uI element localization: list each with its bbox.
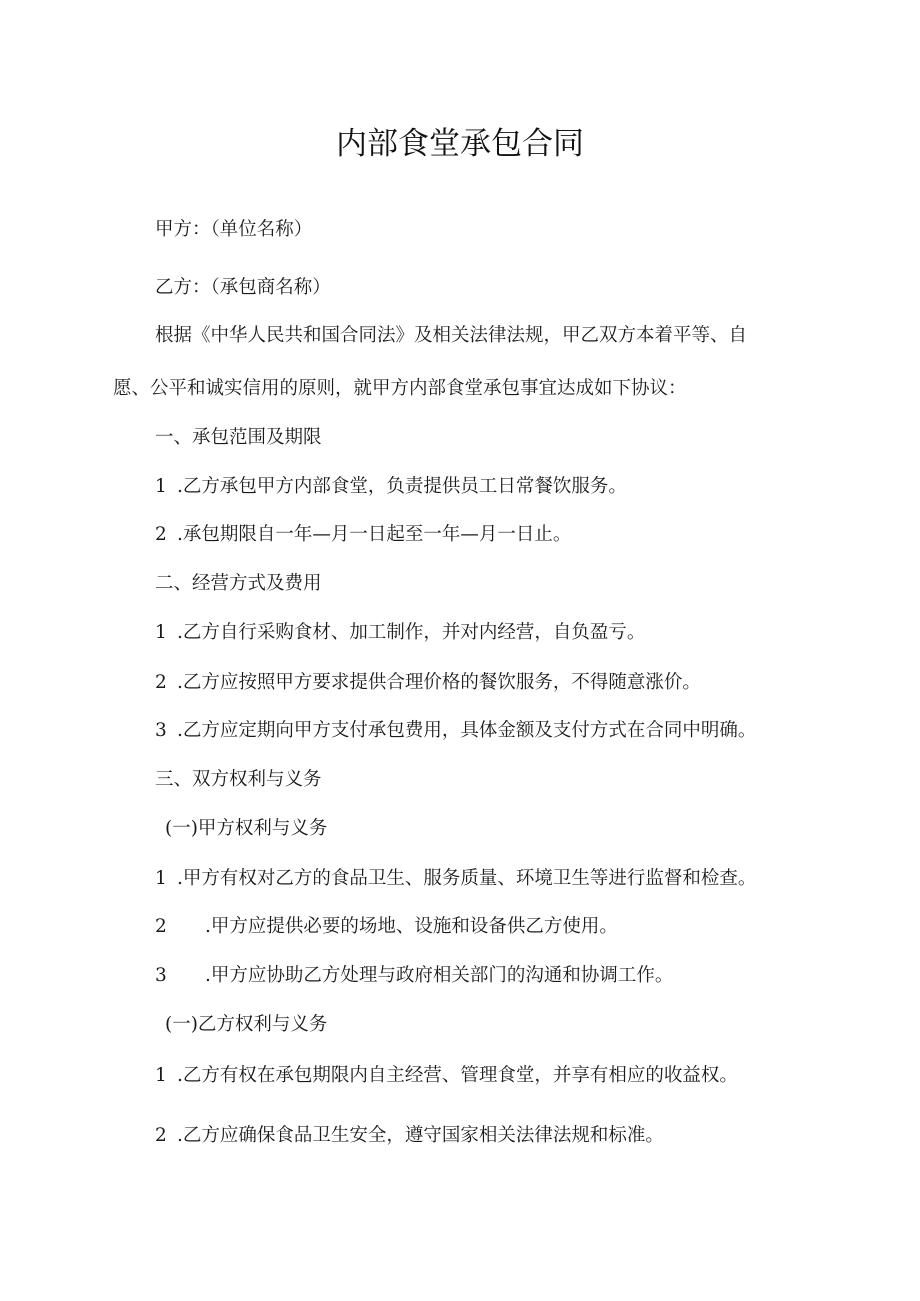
item-text: .乙方应确保食品卫生安全，遵守国家相关法律法规和标准。 — [177, 1125, 664, 1146]
subsection-a-item — [155, 964, 673, 988]
item-text: .乙方承包甲方内部食堂，负责提供员工日常餐饮服务。 — [177, 476, 627, 497]
subsection-b-item — [155, 1124, 664, 1148]
item-text: .承包期限自一年—月一日起至一年—月一日止。 — [177, 524, 572, 545]
item-text: .乙方有权在承包期限内自主经营、管理食堂，并享有相应的收益权。 — [177, 1065, 738, 1086]
section-2-heading: 二、经营方式及费用 — [155, 573, 322, 594]
item-text: .乙方应按照甲方要求提供合理价格的餐饮服务，不得随意涨价。 — [177, 672, 701, 693]
item-text: .甲方应提供必要的场地、设施和设备供乙方使用。 — [205, 916, 618, 937]
item-number: 2 — [155, 672, 167, 693]
subsection-a-item — [155, 867, 756, 891]
item-number: 1 — [155, 868, 167, 889]
item-number: 2 — [155, 524, 167, 545]
party-a-line: 甲方：（单位名称） — [155, 219, 313, 240]
item-text: .甲方应协助乙方处理与政府相关部门的沟通和协调工作。 — [205, 965, 674, 986]
item-number: 1 — [155, 622, 167, 643]
section-1-item — [155, 475, 627, 499]
intro-paragraph-line-2: 愿、公平和诚实信用的原则，就甲方内部食堂承包事宜达成如下协议： — [113, 378, 687, 399]
section-1-heading: 一、承包范围及期限 — [155, 427, 322, 448]
item-text: .乙方应定期向甲方支付承包费用，具体金额及支付方式在合同中明确。 — [177, 720, 757, 741]
item-number: 2 — [155, 1125, 167, 1146]
section-2-item — [155, 671, 701, 695]
item-number: 3 — [155, 720, 167, 741]
item-number: 3 — [155, 965, 167, 986]
party-b-line: 乙方：（承包商名称） — [155, 277, 331, 298]
item-text: .甲方有权对乙方的食品卫生、服务质量、环境卫生等进行监督和检查。 — [177, 868, 757, 889]
document-title: 内部食堂承包合同 — [336, 126, 584, 162]
subsection-b-item — [155, 1064, 738, 1088]
section-2-item — [155, 621, 645, 645]
subsection-b-heading: (一)乙方权利与义务 — [165, 1014, 328, 1035]
item-number: 1 — [155, 476, 167, 497]
item-text: .乙方自行采购食材、加工制作，并对内经营，自负盈亏。 — [177, 622, 646, 643]
section-3-heading: 三、双方权利与义务 — [155, 769, 322, 790]
subsection-a-item — [155, 915, 618, 939]
item-number: 1 — [155, 1065, 167, 1086]
intro-paragraph-line-1: 根据《中华人民共和国合同法》及相关法律法规，甲乙双方本着平等、自 — [155, 325, 748, 346]
subsection-a-heading: (一)甲方权利与义务 — [165, 818, 328, 839]
section-1-item — [155, 523, 571, 547]
item-number: 2 — [155, 916, 167, 937]
section-2-item — [155, 719, 756, 743]
